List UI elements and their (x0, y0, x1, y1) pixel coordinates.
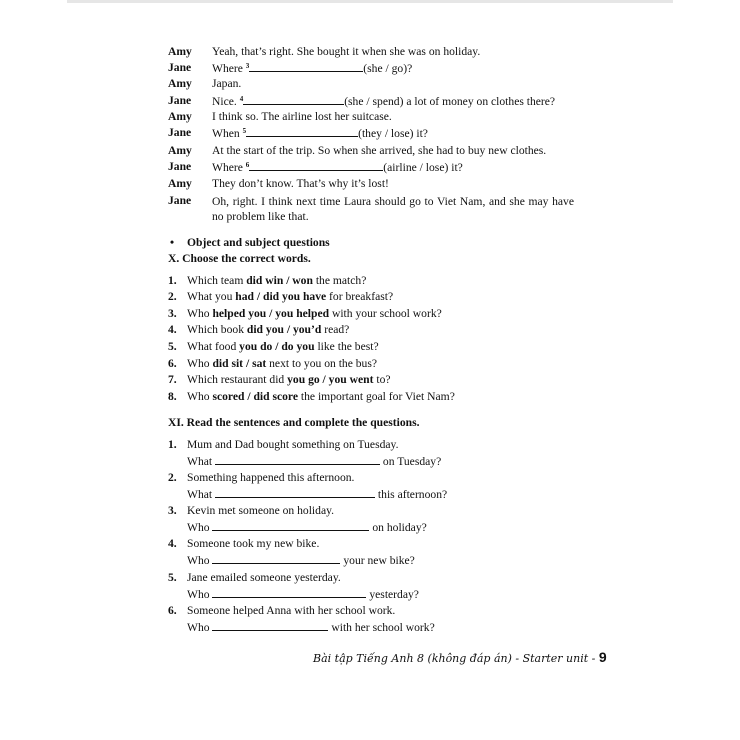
text-before: Where (212, 161, 246, 174)
speaker: Amy (168, 144, 192, 157)
question-text (187, 553, 415, 568)
item-number: 2. (168, 471, 177, 484)
question-end: with her school work? (331, 621, 435, 634)
speaker: Jane (168, 194, 192, 207)
question-text (187, 487, 447, 502)
answer-blank[interactable] (249, 61, 363, 72)
speaker: Jane (168, 160, 192, 173)
section-bullet (170, 236, 174, 250)
word-choice[interactable]: you do / do you (239, 340, 315, 353)
text-before: Which restaurant did (187, 373, 288, 386)
speaker: Jane (168, 61, 192, 74)
line-text (212, 94, 555, 109)
item-number: 6. (168, 357, 177, 370)
given-sentence: Jane emailed someone yesterday. (187, 571, 341, 584)
given-sentence: Kevin met someone on holiday. (187, 504, 335, 517)
text-before: Which team (187, 274, 247, 287)
item-number: 1. (168, 274, 177, 287)
text-after: like the best? (314, 340, 379, 353)
word-choice[interactable]: did win / won (246, 274, 313, 287)
line-text (212, 61, 412, 76)
speaker: Amy (168, 177, 192, 190)
gap-number: 6 (245, 161, 250, 169)
item-text (187, 340, 379, 354)
text-before: Which book (187, 323, 247, 336)
question-word: Who (187, 554, 210, 567)
item-text (187, 307, 442, 321)
word-choice[interactable]: scored / did score (212, 390, 298, 403)
item-number: 1. (168, 438, 177, 451)
text-after: the important goal for Viet Nam? (298, 390, 455, 403)
item-number: 6. (168, 604, 177, 617)
answer-blank[interactable] (246, 126, 358, 137)
text-after: (she / spend) a lot of money on clothes there? (344, 95, 556, 108)
line-text: They don’t know. That’s why it’s lost! (212, 177, 389, 190)
text-after: next to you on the bus? (266, 357, 378, 370)
question-end: your new bike? (343, 554, 415, 567)
question-text (187, 620, 435, 635)
text-after: (airline / lose) it? (383, 161, 463, 174)
speaker: Amy (168, 45, 192, 58)
answer-blank[interactable] (212, 620, 328, 631)
text-after: for breakfast? (326, 290, 394, 303)
page-number: 9 (598, 649, 607, 665)
footer-text: Bài tập Tiếng Anh 8 (không đáp án) - Starter unit - (313, 652, 599, 665)
answer-blank[interactable] (215, 454, 380, 465)
answer-blank[interactable] (212, 587, 366, 598)
text-after: the match? (312, 274, 367, 287)
question-end: on holiday? (372, 521, 427, 534)
exercise-x-heading: X. Choose the correct words. (168, 252, 311, 265)
item-number: 4. (168, 537, 177, 550)
text-before: What you (187, 290, 236, 303)
speaker: Amy (168, 77, 192, 90)
word-choice[interactable]: did sit / sat (212, 357, 267, 370)
line-text (212, 126, 428, 141)
item-text (187, 390, 455, 404)
text-after: (they / lose) it? (358, 127, 428, 140)
text-before: Where (212, 62, 246, 75)
word-choice[interactable]: had / did you have (235, 290, 327, 303)
item-number: 4. (168, 323, 177, 336)
item-number: 2. (168, 290, 177, 303)
question-end: on Tuesday? (382, 455, 442, 468)
question-text (187, 454, 441, 469)
line-text: At the start of the trip. So when she arrived, she had to buy new clothes. (212, 144, 547, 157)
line-text (212, 160, 463, 175)
answer-blank[interactable] (249, 160, 383, 171)
speaker: Jane (168, 94, 192, 107)
question-text (187, 520, 427, 535)
item-text (187, 373, 391, 387)
item-text (187, 290, 393, 304)
answer-blank[interactable] (212, 553, 340, 564)
given-sentence: Someone helped Anna with her school work. (187, 604, 396, 617)
given-sentence: Someone took my new bike. (187, 537, 320, 550)
item-text (187, 323, 349, 337)
word-choice[interactable]: you go / you went (287, 373, 374, 386)
question-word: What (187, 488, 213, 501)
item-number: 7. (168, 373, 177, 386)
text-before: What food (187, 340, 240, 353)
text-before: When (212, 127, 243, 140)
question-end: yesterday? (369, 588, 419, 601)
item-number: 3. (168, 504, 177, 517)
gap-number: 3 (245, 62, 250, 70)
gap-number: 5 (242, 127, 247, 135)
text-after: read? (321, 323, 350, 336)
speaker: Amy (168, 110, 192, 123)
question-end: this afternoon? (377, 488, 448, 501)
item-text (187, 357, 377, 371)
bullet-icon: • (170, 236, 175, 249)
item-number: 3. (168, 307, 177, 320)
line-text: Oh, right. I think next time Laura should go to Viet Nam, and she may have no problem like that. (212, 195, 574, 223)
line-text: I think so. The airline lost her suitcase. (212, 110, 392, 123)
text-before: Nice. (212, 95, 240, 108)
question-text (187, 587, 419, 602)
question-word: Who (187, 621, 210, 634)
question-word: Who (187, 588, 210, 601)
word-choice[interactable]: did you / you’d (246, 323, 322, 336)
text-after: with your school work? (329, 307, 442, 320)
text-before: Who (187, 357, 213, 370)
given-sentence: Something happened this afternoon. (187, 471, 355, 484)
item-number: 8. (168, 390, 177, 403)
line-text: Yeah, that’s right. She bought it when she was on holiday. (212, 45, 481, 58)
text-before: Who (187, 307, 213, 320)
text-after: (she / go)? (363, 62, 413, 75)
text-before: Who (187, 390, 213, 403)
question-word: Who (187, 521, 210, 534)
section-title: Object and subject questions (187, 236, 330, 249)
text-after: to? (373, 373, 391, 386)
given-sentence: Mum and Dad bought something on Tuesday. (187, 438, 399, 451)
answer-blank[interactable] (243, 94, 344, 105)
line-text: Japan. (212, 77, 242, 90)
speaker: Jane (168, 126, 192, 139)
answer-blank[interactable] (215, 487, 375, 498)
gap-number: 4 (239, 95, 244, 103)
item-text (187, 274, 366, 288)
question-word: What (187, 455, 213, 468)
page-footer (313, 649, 607, 665)
item-number: 5. (168, 571, 177, 584)
answer-blank[interactable] (212, 520, 369, 531)
exercise-xi-heading: XI. Read the sentences and complete the questions. (168, 416, 420, 429)
word-choice[interactable]: helped you / you helped (212, 307, 330, 320)
item-number: 5. (168, 340, 177, 353)
